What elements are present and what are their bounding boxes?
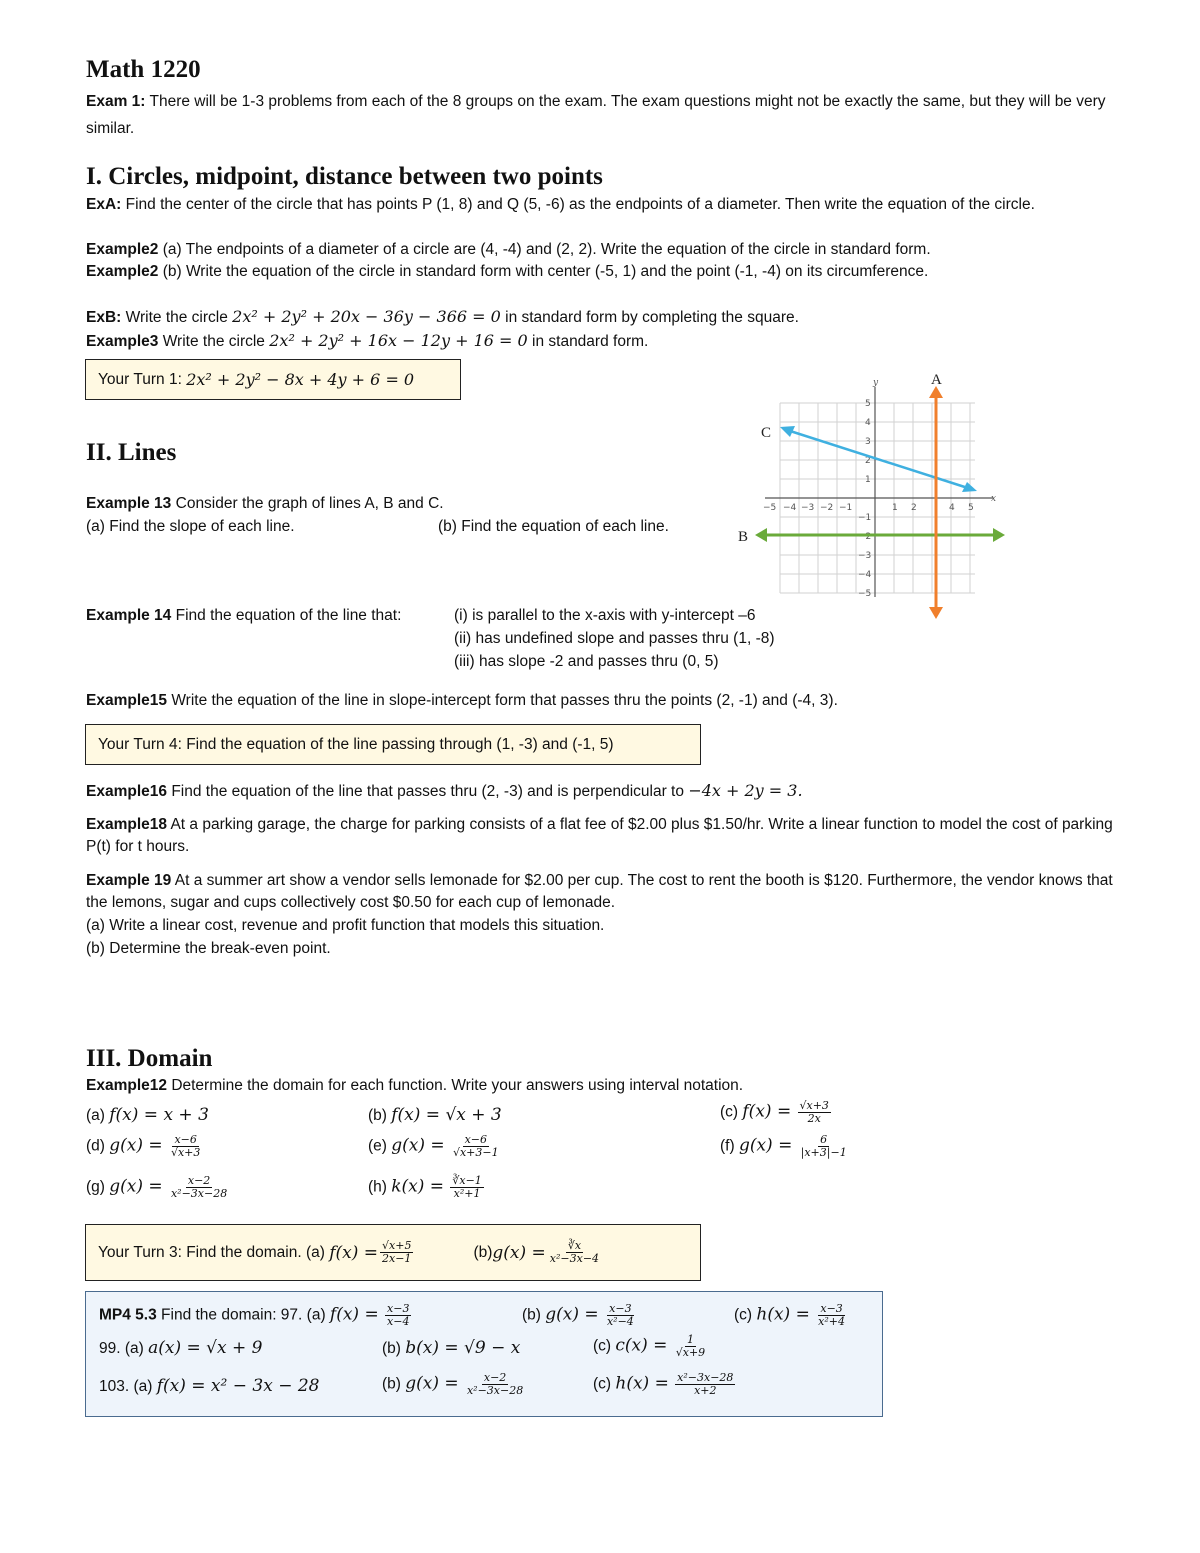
- yt3-text: Find the domain. (a): [186, 1243, 325, 1261]
- fraction-denominator: x+2: [694, 1384, 717, 1397]
- fraction-numerator: x−6: [464, 1133, 487, 1146]
- fraction-numerator: x−6: [174, 1133, 197, 1146]
- mp97c: [734, 1303, 849, 1328]
- mp99c-fraction: [674, 1334, 707, 1359]
- ex16: [86, 780, 803, 803]
- ex16-text: Find the equation of the line that passes thru (2, -3) and is perpendicular to: [171, 783, 684, 800]
- ex12: [86, 1075, 743, 1097]
- mp97c-lhs: h(x) =: [756, 1304, 810, 1325]
- fraction-numerator: 6: [820, 1133, 828, 1146]
- yt4-label: Your Turn 4:: [98, 735, 182, 753]
- domain-a-eq: f(x) = x + 3: [109, 1105, 209, 1125]
- item-prefix: (f): [720, 1137, 739, 1155]
- ex13-b: (b) Find the equation of each line.: [438, 518, 669, 535]
- intro-text: There will be 1-3 problems from each of the 8 groups on the exam. The exam questions might not be exactly the same, but they will be very similar.: [86, 93, 1106, 137]
- fraction-denominator: √x+9: [675, 1346, 706, 1359]
- ex15-text: Write the equation of the line in slope-intercept form that passes thru the points (2, -1) and (-4, 3).: [171, 692, 838, 709]
- mp-text: Find the domain: 97. (a): [161, 1306, 326, 1324]
- intro-paragraph: [86, 88, 1131, 142]
- ex12-text: Determine the domain for each function. Write your answers using interval notation.: [171, 1077, 744, 1094]
- y-axis-label: y: [873, 378, 879, 388]
- exA: [86, 194, 1131, 216]
- x-tick: −3: [801, 503, 815, 513]
- ex14: [86, 605, 401, 627]
- ex3-equation: 2x² + 2y² + 16x − 12y + 16 = 0: [269, 331, 528, 350]
- mp99a-eq: a(x) = √x + 9: [148, 1338, 263, 1358]
- domain-e-lhs: g(x) =: [391, 1135, 445, 1156]
- item-prefix: 99. (a): [99, 1340, 149, 1357]
- domain-g-lhs: g(x) =: [109, 1176, 163, 1197]
- yt1-equation: 2x² + 2y² − 8x + 4y + 6 = 0: [186, 370, 415, 389]
- y-tick: 4: [865, 418, 871, 428]
- fraction-numerator: x−3: [387, 1302, 410, 1315]
- ex19-b: (b) Determine the break-even point.: [86, 940, 331, 957]
- line-c: [780, 426, 977, 492]
- mp103b: [382, 1372, 527, 1397]
- ex19-text: At a summer art show a vendor sells lemonade for $2.00 per cup. The cost to rent the booth is $120. Furthermore, the vendor knows that the lemons, sugar and cups collectively cost $0.50 for each cup of lemonade.: [86, 872, 1113, 911]
- section1-heading: I. Circles, midpoint, distance between two points: [86, 163, 603, 190]
- item-prefix: (b): [473, 1243, 493, 1261]
- fraction-denominator: x−4: [387, 1315, 410, 1328]
- mp99a: [99, 1338, 262, 1358]
- ex14-ii: (ii) has undefined slope and passes thru (1, -8): [454, 630, 775, 647]
- ex13-text: Consider the graph of lines A, B and C.: [175, 495, 444, 512]
- ex2b: [86, 261, 928, 283]
- your-turn-3-box: [85, 1224, 701, 1281]
- ex3: [86, 330, 648, 353]
- item-prefix: (c): [720, 1103, 743, 1121]
- item-prefix: 103. (a): [99, 1378, 157, 1395]
- yt3-a-fraction: [380, 1240, 413, 1265]
- ex14-iii: (iii) has slope -2 and passes thru (0, 5): [454, 653, 719, 670]
- intro-label: Exam 1:: [86, 93, 146, 110]
- mp97c-fraction: [816, 1303, 847, 1328]
- domain-c-lhs: f(x) =: [742, 1101, 792, 1122]
- domain-e-fraction: [451, 1134, 501, 1159]
- x-tick: 1: [892, 503, 898, 513]
- mp103a-eq: f(x) = x² − 3x − 28: [156, 1376, 320, 1396]
- domain-g: [86, 1175, 231, 1200]
- yt3-label: Your Turn 3:: [98, 1243, 182, 1261]
- mp103a: [99, 1376, 319, 1396]
- domain-b: [368, 1105, 502, 1125]
- mp99c-lhs: c(x) =: [615, 1335, 668, 1356]
- item-prefix: (g): [86, 1178, 110, 1196]
- y-tick-labels: [858, 399, 872, 599]
- ex2a: [86, 239, 931, 261]
- y-tick: −1: [858, 513, 872, 523]
- fraction-denominator: x²−3x−28: [170, 1187, 228, 1200]
- lines-graph: [735, 365, 1015, 625]
- yt1-label: Your Turn 1:: [98, 370, 182, 388]
- domain-g-fraction: [169, 1175, 229, 1200]
- fraction-numerator: x−3: [609, 1302, 632, 1315]
- item-prefix: (b): [382, 1375, 406, 1393]
- fraction-numerator: √x+5: [382, 1239, 412, 1252]
- your-turn-4-box: [85, 724, 701, 765]
- ex15-label: Example15: [86, 692, 167, 709]
- mp97b-lhs: g(x) =: [545, 1304, 599, 1325]
- fraction-denominator: x²−3x−28: [466, 1384, 524, 1397]
- fraction-denominator: x²−4: [606, 1315, 634, 1328]
- exB-pre: Write the circle: [125, 309, 228, 326]
- fraction-denominator: x²+4: [818, 1315, 845, 1328]
- x-tick: 2: [911, 503, 917, 513]
- yt3-b-lhs: g(x) =: [492, 1242, 546, 1263]
- domain-h-lhs: k(x) =: [391, 1176, 445, 1197]
- ex13-a: (a) Find the slope of each line.: [86, 518, 295, 535]
- ex12-label: Example12: [86, 1077, 167, 1094]
- ex3-post: in standard form.: [532, 333, 649, 350]
- mp-label: MP4 5.3: [99, 1306, 157, 1324]
- domain-h: [368, 1175, 486, 1200]
- mp99c: [593, 1334, 709, 1359]
- x-tick: −5: [763, 503, 777, 513]
- exB-label: ExB:: [86, 309, 122, 326]
- item-prefix: (d): [86, 1137, 110, 1155]
- section3-heading: III. Domain: [86, 1045, 213, 1072]
- x-tick: 5: [968, 503, 974, 513]
- mp97b-fraction: [605, 1303, 636, 1328]
- mp97a: [99, 1303, 413, 1328]
- exB-post: in standard form by completing the square.: [505, 309, 799, 326]
- y-tick: −4: [858, 570, 872, 580]
- item-prefix: (a): [86, 1107, 110, 1124]
- ex2a-label: Example2: [86, 241, 159, 258]
- line-b: [755, 528, 1005, 542]
- item-prefix: (b): [368, 1107, 392, 1124]
- mp103c-fraction: [675, 1372, 735, 1397]
- domain-a: [86, 1105, 209, 1125]
- label-c: C: [761, 425, 772, 441]
- exB-equation: 2x² + 2y² + 20x − 36y − 366 = 0: [232, 307, 501, 326]
- mp97a-lhs: f(x) =: [329, 1304, 379, 1325]
- y-tick: 5: [865, 399, 871, 409]
- fraction-numerator: x−2: [483, 1371, 507, 1384]
- exA-label: ExA:: [86, 196, 122, 213]
- yt4-text: Find the equation of the line passing through (1, -3) and (-1, 5): [186, 735, 614, 753]
- fraction-denominator: 2x: [807, 1112, 821, 1125]
- domain-f: [720, 1134, 851, 1159]
- x-tick: 4: [949, 503, 955, 513]
- ex14-i: (i) is parallel to the x-axis with y-intercept –6: [454, 607, 756, 624]
- y-tick: −2: [858, 532, 872, 542]
- ex15: [86, 690, 838, 712]
- fraction-denominator: √x+3: [170, 1146, 201, 1159]
- domain-d-lhs: g(x) =: [109, 1135, 163, 1156]
- fraction-numerator: ∛x: [567, 1239, 582, 1252]
- domain-e: [368, 1134, 503, 1159]
- domain-f-lhs: g(x) =: [738, 1135, 793, 1156]
- x-axis-label: x: [991, 494, 997, 504]
- mp97b: [522, 1303, 638, 1328]
- ex2b-text: (b) Write the equation of the circle in standard form with center (-5, 1) and the point (-1, -4) on its circumference.: [162, 263, 929, 280]
- label-a: A: [931, 372, 942, 388]
- ex14-text: Find the equation of the line that:: [175, 607, 402, 624]
- ex2a-text: (a) The endpoints of a diameter of a circle are (4, -4) and (2, 2). Write the equation of the circle in standard form.: [162, 241, 931, 258]
- domain-c: [720, 1100, 833, 1125]
- ex2b-label: Example2: [86, 263, 159, 280]
- fraction-numerator: 1: [686, 1333, 694, 1346]
- fraction-numerator: x−3: [820, 1302, 843, 1315]
- x-tick: −1: [839, 503, 853, 513]
- mp103b-lhs: g(x) =: [405, 1373, 459, 1394]
- ex16-equation: −4x + 2y = 3.: [688, 781, 803, 800]
- ex19-a: (a) Write a linear cost, revenue and profit function that models this situation.: [86, 917, 605, 934]
- exB: [86, 306, 799, 329]
- fraction-numerator: ∛x−1: [452, 1174, 482, 1187]
- y-tick: −5: [858, 589, 872, 599]
- item-prefix: (c): [734, 1306, 757, 1324]
- label-b: B: [738, 529, 749, 545]
- mp103c: [593, 1372, 737, 1397]
- item-prefix: (e): [368, 1137, 392, 1155]
- fraction-numerator: x−2: [187, 1174, 211, 1187]
- line-a: [929, 386, 943, 619]
- domain-f-fraction: [799, 1134, 849, 1159]
- domain-b-eq: f(x) = √x + 3: [391, 1105, 502, 1125]
- fraction-numerator: √x+3: [799, 1099, 829, 1112]
- ex19-label: Example 19: [86, 872, 172, 889]
- item-prefix: (h): [368, 1178, 392, 1196]
- fraction-denominator: x²−3x−4: [549, 1252, 600, 1265]
- item-prefix: (b): [382, 1340, 406, 1357]
- item-prefix: (c): [593, 1337, 616, 1355]
- y-tick: 1: [865, 475, 871, 485]
- ex18-text: At a parking garage, the charge for parking consists of a flat fee of $2.00 plus $1.50/hr. Write a linear function to model the cost of parking P(t) for t hours.: [86, 816, 1113, 855]
- item-prefix: (b): [522, 1306, 546, 1324]
- y-tick: −3: [858, 551, 872, 561]
- item-prefix: (c): [593, 1375, 616, 1393]
- x-tick: −2: [820, 503, 834, 513]
- x-tick-labels: [763, 503, 974, 513]
- fraction-denominator: 2x−1: [382, 1252, 412, 1265]
- mp103c-lhs: h(x) =: [615, 1373, 669, 1394]
- x-tick: −4: [783, 503, 797, 513]
- your-turn-1-box: [85, 359, 461, 400]
- domain-h-fraction: [450, 1175, 483, 1200]
- domain-d-fraction: [169, 1134, 202, 1159]
- fraction-denominator: |x+3|−1: [800, 1146, 847, 1159]
- y-tick: 3: [865, 437, 871, 447]
- yt3-a-lhs: f(x) =: [329, 1242, 379, 1263]
- ex13-label: Example 13: [86, 495, 172, 512]
- y-tick: 2: [865, 456, 871, 466]
- ex13: [86, 493, 444, 515]
- ex16-label: Example16: [86, 783, 167, 800]
- ex18: [86, 814, 1131, 858]
- domain-c-fraction: [798, 1100, 831, 1125]
- ex14-label: Example 14: [86, 607, 172, 624]
- page-title: Math 1220: [86, 56, 201, 83]
- domain-d: [86, 1134, 204, 1159]
- ex18-label: Example18: [86, 816, 167, 833]
- section2-heading: II. Lines: [86, 439, 177, 466]
- ex3-label: Example3: [86, 333, 159, 350]
- mp97a-fraction: [385, 1303, 411, 1328]
- mp99b-eq: b(x) = √9 − x: [405, 1338, 521, 1358]
- mp103b-fraction: [465, 1372, 525, 1397]
- mp99b: [382, 1338, 520, 1358]
- ex19: [86, 870, 1131, 914]
- fraction-denominator: √x+3−1: [452, 1146, 499, 1159]
- fraction-denominator: x²+1: [453, 1187, 481, 1200]
- ex3-pre: Write the circle: [162, 333, 265, 350]
- fraction-numerator: x²−3x−28: [677, 1371, 734, 1384]
- exA-text: Find the center of the circle that has points P (1, 8) and Q (5, -6) as the endpoints of a diameter. Then write the equation of the circle.: [125, 196, 1035, 213]
- yt3-b-fraction: [548, 1240, 601, 1265]
